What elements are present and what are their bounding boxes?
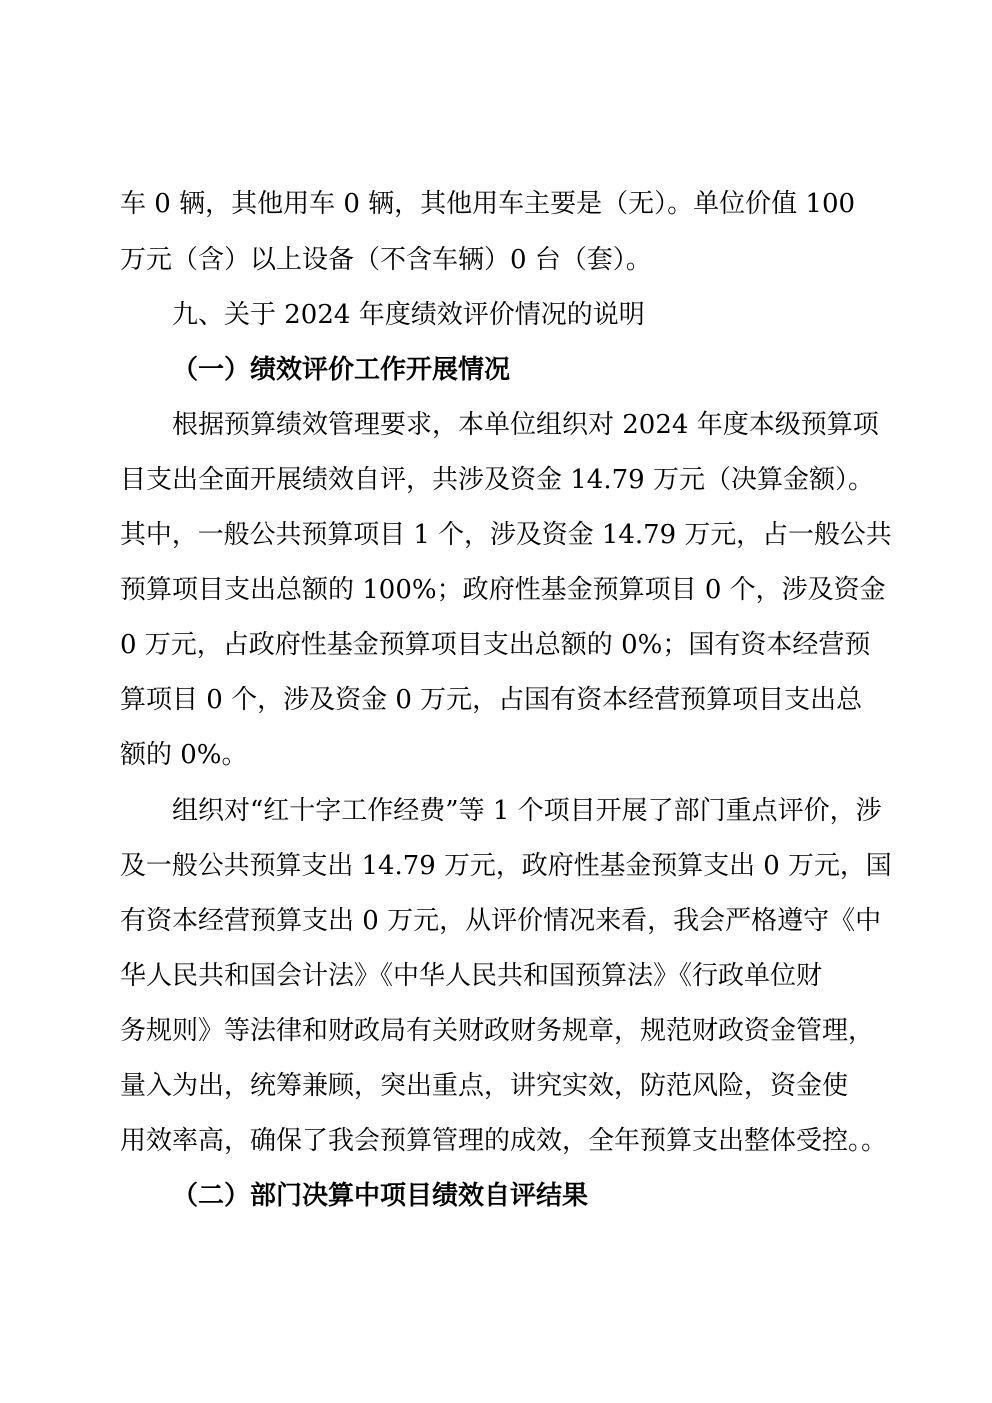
text-line: 其中，一般公共预算项目 1 个，涉及资金 14.79 万元，占一般公共 <box>120 520 892 550</box>
subsection-heading: （一）绩效评价工作开展情况 <box>172 355 511 385</box>
text-line: 算项目 0 个，涉及资金 0 万元，占国有资本经营预算项目支出总 <box>120 685 863 715</box>
text-line: 华人民共和国会计法》《中华人民共和国预算法》《行政单位财 <box>120 961 823 991</box>
text-line: 量入为出，统筹兼顾，突出重点，讲究实效，防范风险，资金使 <box>120 1071 849 1101</box>
text-line: 万元（含）以上设备（不含车辆）0 台（套）。 <box>120 245 652 275</box>
text-line: 务规则》等法律和财政局有关财政财务规章，规范财政资金管理， <box>120 1016 875 1046</box>
text-line: 及一般公共预算支出 14.79 万元，政府性基金预算支出 0 万元，国 <box>120 851 892 881</box>
text-line: 0 万元，占政府性基金预算项目支出总额的 0%；国有资本经营预 <box>120 630 871 660</box>
text-line: 根据预算绩效管理要求，本单位组织对 2024 年度本级预算项 <box>172 410 879 440</box>
text-line: 组织对“红十字工作经费”等 1 个项目开展了部门重点评价，涉 <box>172 796 882 826</box>
section-heading: 九、关于 2024 年度绩效评价情况的说明 <box>172 300 645 330</box>
text-line: 预算项目支出总额的 100%；政府性基金预算项目 0 个，涉及资金 <box>120 575 886 605</box>
text-line: 额的 0%。 <box>120 740 248 770</box>
text-line: 车 0 辆，其他用车 0 辆，其他用车主要是（无）。单位价值 100 <box>120 189 856 219</box>
text-line: 有资本经营预算支出 0 万元，从评价情况来看，我会严格遵守《中 <box>120 906 882 936</box>
subsection-heading: （二）部门决算中项目绩效自评结果 <box>172 1181 589 1211</box>
text-line: 目支出全面开展绩效自评，共涉及资金 14.79 万元（决算金额）。 <box>120 465 874 495</box>
text-line: 用效率高，确保了我会预算管理的成效，全年预算支出整体受控。。 <box>120 1126 888 1156</box>
